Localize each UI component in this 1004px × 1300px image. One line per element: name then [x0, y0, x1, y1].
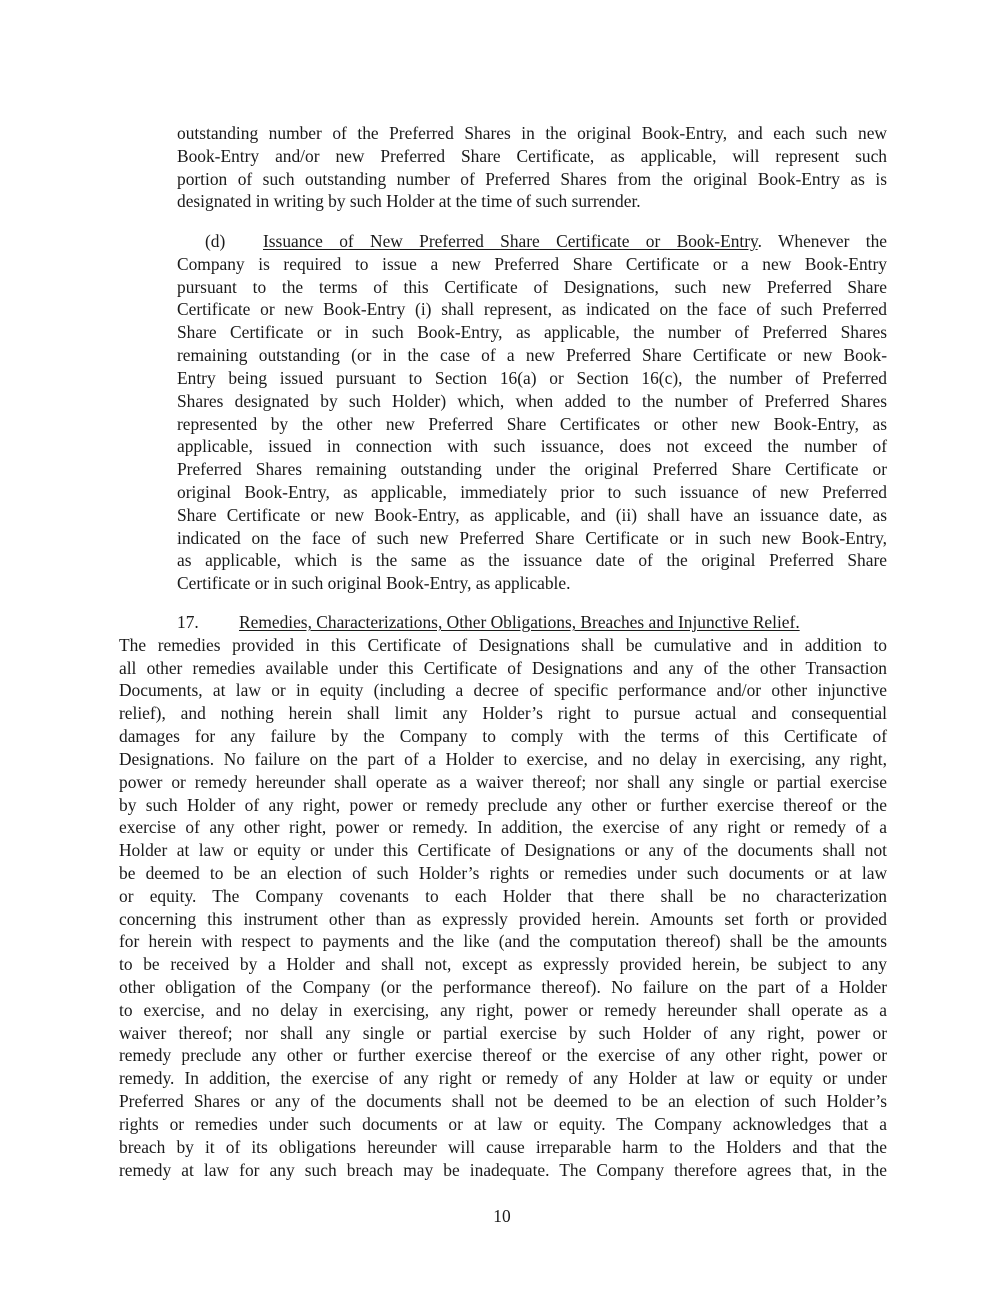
- text-line: portion of such outstanding number of Preferred Shares from the original Book-Entry as is: [177, 168, 887, 189]
- text-line: indicated on the face of such new Preferred Share Certificate or in such new Book-Entry,: [177, 527, 887, 548]
- text-line: concerning this instrument other than as expressly provided herein. Amounts set forth or provided: [119, 908, 887, 929]
- text-line: Entry being issued pursuant to Section 16(a) or Section 16(c), the number of Preferred: [177, 367, 887, 388]
- text-line: pursuant to the terms of this Certificate of Designations, such new Preferred Share: [177, 276, 887, 297]
- section-number: 17.: [177, 612, 199, 632]
- text-line: remedy preclude any other or further exercise thereof or the exercise of any other right, power or: [119, 1045, 887, 1066]
- text-line: remaining outstanding (or in the case of a new Preferred Share Certificate or new Book-: [177, 345, 887, 366]
- text-line: Share Certificate or in such Book-Entry, as applicable, the number of Preferred Shares: [177, 322, 887, 343]
- text-line: exercise of any other right, power or remedy. In addition, the exercise of any right or remedy of a: [119, 817, 887, 838]
- text-line: applicable, issued in connection with such issuance, does not exceed the number of: [177, 436, 887, 457]
- text-line: Documents, at law or in equity (including a decree of specific performance and/or other injunctive: [119, 680, 887, 701]
- section-heading: Remedies, Characterizations, Other Obligations, Breaches and Injunctive Relief.: [239, 612, 800, 632]
- section-16d-first-line-rest: . Whenever the: [757, 231, 887, 251]
- text-line: designated in writing by such Holder at the time of such surrender.: [177, 191, 641, 212]
- section-17-heading-line: [119, 611, 887, 634]
- text-line: by such Holder of any right, power or remedy preclude any other or further exercise thereof or the: [119, 794, 887, 815]
- text-line: Designations. No failure on the part of a Holder to exercise, and no delay in exercising, any right,: [119, 748, 887, 769]
- text-line: outstanding number of the Preferred Shares in the original Book-Entry, and each such new: [177, 123, 887, 143]
- text-line: waiver thereof; nor shall any single or partial exercise by such Holder of any right, power or: [119, 1022, 887, 1043]
- text-line: to be received by a Holder and shall not, except as expressly provided herein, be subject to any: [119, 954, 887, 975]
- text-line: Certificate or new Book-Entry (i) shall represent, as indicated on the face of such Preferred: [177, 299, 887, 320]
- text-line: represented by the other new Preferred Share Certificates or other new Book-Entry, as: [177, 413, 887, 434]
- text-line: Preferred Shares or any of the documents shall not be deemed to be an election of such Holder’s: [119, 1091, 887, 1112]
- text-line: Holder at law or equity or under this Certificate of Designations or any of the documents shall not: [119, 840, 887, 861]
- text-line: or equity. The Company covenants to each Holder that there shall be no characterization: [119, 885, 887, 906]
- text-line: remedy. In addition, the exercise of any right or remedy of any Holder at law or equity or under: [119, 1068, 887, 1089]
- text-line: Preferred Shares remaining outstanding under the original Preferred Share Certificate or: [177, 459, 887, 480]
- text-line: The remedies provided in this Certificate of Designations shall be cumulative and in addition to: [119, 634, 887, 655]
- text-line: relief), and nothing herein shall limit any Holder’s right to pursue actual and consequential: [119, 703, 887, 724]
- text-line: power or remedy hereunder shall operate as a waiver thereof; nor shall any single or partial exercise: [119, 771, 887, 792]
- text-line: remedy at law for any such breach may be inadequate. The Company therefore agrees that, in the: [119, 1159, 887, 1180]
- page-number: 10: [493, 1206, 511, 1226]
- section-16d-first-line: [177, 230, 887, 253]
- section-16d: [177, 230, 887, 595]
- text-line: Company is required to issue a new Preferred Share Certificate or a new Book-Entry: [177, 253, 887, 274]
- paragraph-16c-continued: [177, 122, 887, 213]
- text-line: other obligation of the Company (or the performance thereof). No failure on the part of a Holder: [119, 977, 887, 997]
- section-number: (d): [205, 231, 226, 251]
- text-line: Share Certificate or new Book-Entry, as applicable, and (ii) shall have an issuance date, as: [177, 504, 887, 525]
- section-17: [119, 611, 887, 1181]
- text-line: original Book-Entry, as applicable, immediately prior to such issuance of new Preferred: [177, 481, 887, 502]
- text-line: breach by it of its obligations hereunder will cause irreparable harm to the Holders and that the: [119, 1136, 887, 1157]
- section-heading: Issuance of New Preferred Share Certificate or Book-Entry: [263, 231, 758, 251]
- text-line: be deemed to be an election of such Holder’s rights or remedies under such documents or at law: [119, 862, 887, 883]
- text-line: Book-Entry and/or new Preferred Share Certificate, as applicable, will represent such: [177, 145, 887, 166]
- text-line: Shares designated by such Holder) which, when added to the number of Preferred Shares: [177, 390, 887, 411]
- text-line: as applicable, which is the same as the issuance date of the original Preferred Share: [177, 550, 887, 571]
- text-line: all other remedies available under this Certificate of Designations and any of the other Transaction: [119, 657, 887, 678]
- text-line: for herein with respect to payments and the like (and the computation thereof) shall be the amounts: [119, 931, 887, 952]
- text-line: damages for any failure by the Company to comply with the terms of this Certificate of: [119, 726, 887, 747]
- text-line: to exercise, and no delay in exercising, any right, power or remedy hereunder shall operate as a: [119, 999, 887, 1020]
- text-line: Certificate or in such original Book-Entry, as applicable.: [177, 573, 571, 594]
- text-line: rights or remedies under such documents or at law or equity. The Company acknowledges that a: [119, 1113, 887, 1134]
